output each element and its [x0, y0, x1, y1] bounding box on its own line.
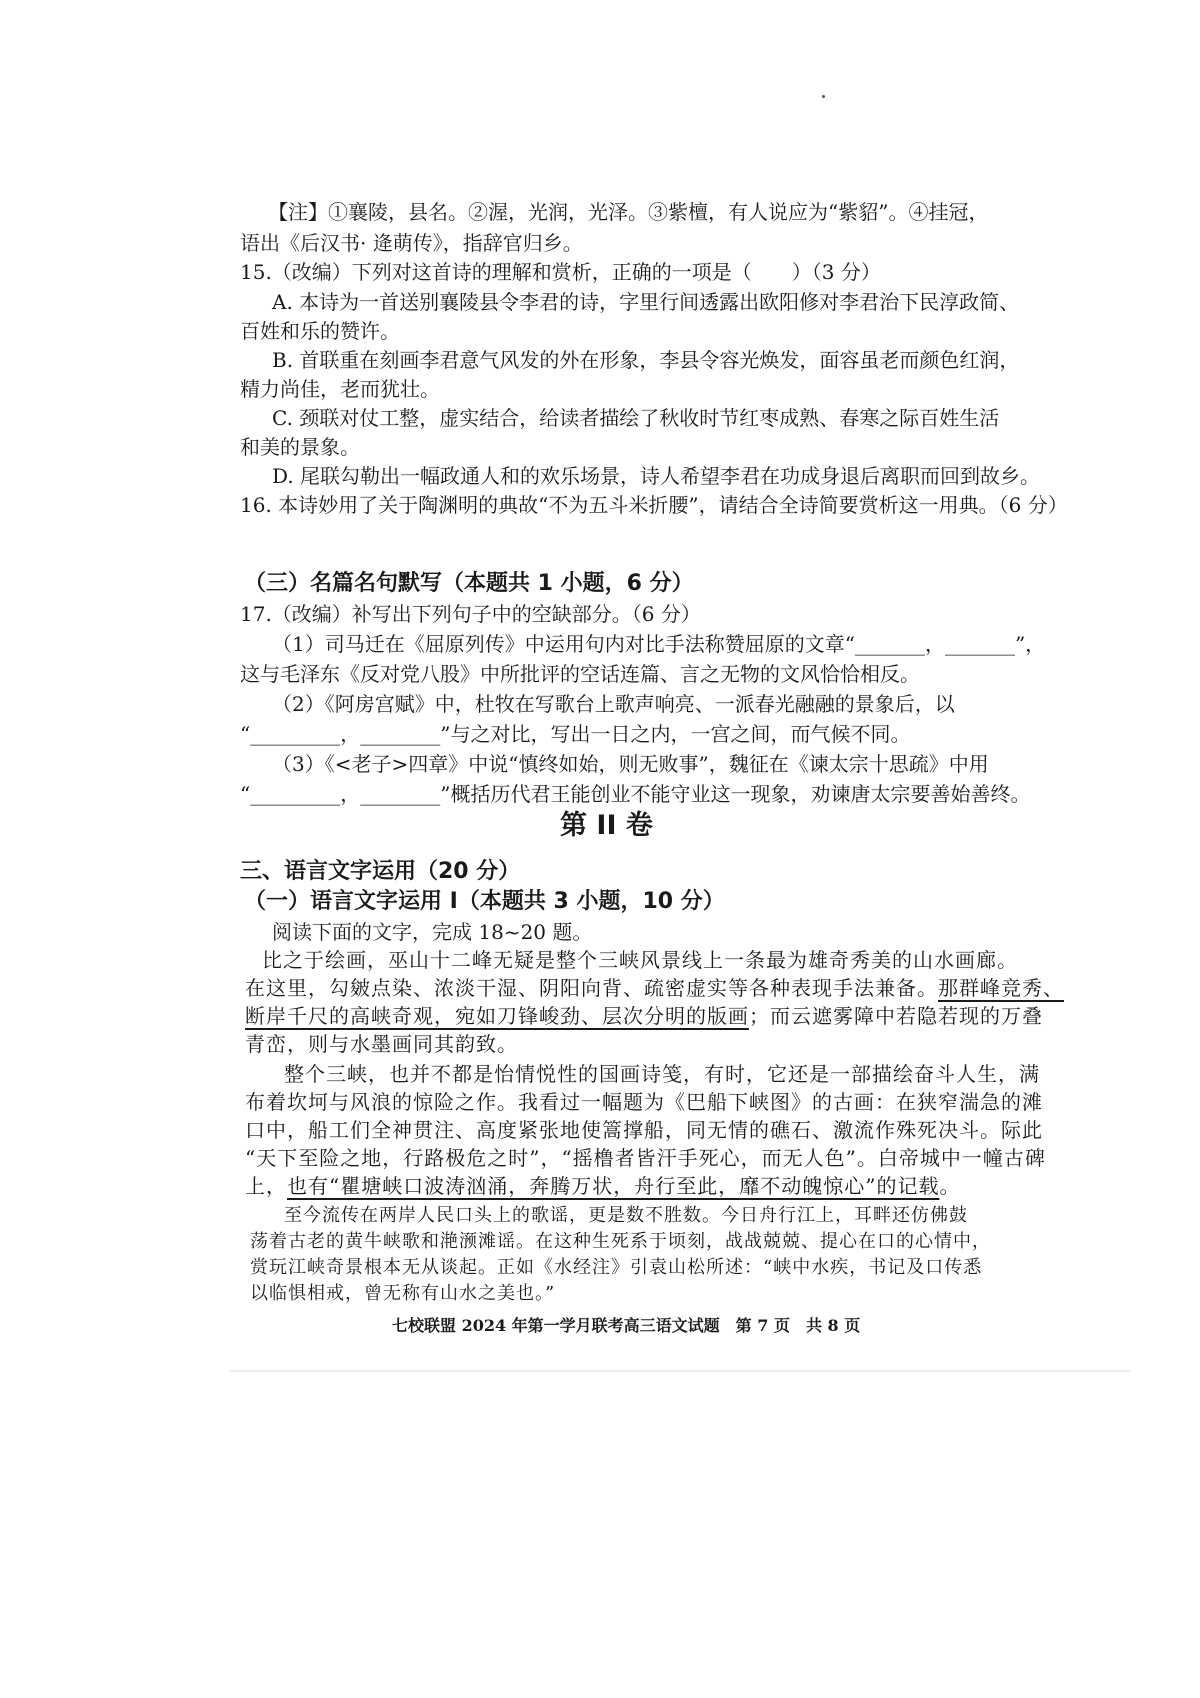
section3-title: （三）名篇名句默写（本题共 1 小题，6 分）: [244, 571, 694, 596]
scan-speck: [822, 95, 825, 98]
passage-p1-line1: 比之于绘画，巫山十二峰无疑是整个三峡风景线上一条最为雄奇秀美的山水画廊。: [262, 948, 1018, 972]
passage-p3-line1: 至今流传在两岸人民口头上的歌谣，更是数不胜数。今日舟行江上，耳畔还仿佛鼓: [284, 1205, 968, 1226]
q15-option-b-line1: B. 首联重在刻画李君意气风发的外在形象，李县令容光焕发，面容虽老而颜色红润，: [272, 348, 1020, 372]
q16-stem: 16. 本诗妙用了关于陶渊明的典故“不为五斗米折腰”，请结合全诗简要赏析这一用典。（6 分）: [240, 493, 1068, 517]
passage-p3-line4: 以临惧相戒，曾无称有山水之美也。”: [250, 1283, 556, 1304]
q17-item3-line1: （3）《<老子>四章》中说“慎终如始，则无败事”，魏征在《谏太宗十思疏》中用: [272, 752, 989, 776]
q17-item2-line1: （2）《阿房宫赋》中，杜牧在写歌台上歌声响亮、一派春光融融的景象后，以: [272, 692, 955, 716]
passage-p2-line2: 布着坎坷与风浪的惊险之作。我看过一幅题为《巴船下峡图》的古画：在狭窄湍急的滩: [245, 1090, 1043, 1114]
volume-title: 第 II 卷: [560, 810, 653, 841]
q15-option-c-line2: 和美的景象。: [240, 435, 360, 459]
q15-option-c-line1: C. 颈联对仗工整，虚实结合，给读者描绘了秋收时节红枣成熟、春寒之际百姓生活: [272, 406, 1000, 430]
passage-text: 在这里，勾皴点染、浓淡干湿、阴阳向背、疏密虚实等各种表现手法兼备。: [245, 976, 938, 1000]
q15-option-b-line2: 精力尚佳，老而犹壮。: [240, 377, 440, 401]
part3-title: 三、语言文字运用（20 分）: [240, 859, 521, 884]
underlined-text: 那群峰竞秀、: [938, 976, 1064, 1000]
q17-stem: 17.（改编）补写出下列句子中的空缺部分。（6 分）: [240, 602, 701, 626]
q15-option-d: D. 尾联勾勒出一幅政通人和的欢乐场景，诗人希望李君在功成身退后离职而回到故乡。: [272, 464, 1041, 488]
part3-subsection-title: （一）语言文字运用 I（本题共 3 小题，10 分）: [244, 889, 725, 914]
q17-item1-line1: （1）司马迁在《屈原列传》中运用句内对比手法称赞屈原的文章“_______，_______”，: [272, 632, 1046, 656]
passage-p2-line1: 整个三峡，也并不都是怡情悦性的国画诗笺，有时，它还是一部描绘奋斗人生，满: [284, 1062, 1040, 1086]
passage-p3-line2: 荡着古老的黄牛峡歌和滟滪滩谣。在这种生死系于顷刻，战战兢兢、提心在口的心情中，: [250, 1231, 991, 1252]
scan-edge-line: [230, 1370, 1130, 1372]
q15-option-a-line1: A. 本诗为一首送别襄陵县令李君的诗，字里行间透露出欧阳修对李君治下民淳政简、: [272, 290, 1020, 314]
passage-p2-line4: “天下至险之地，行路极危之时”，“摇橹者皆汗手死心，而无人色”。白帝城中一幢古碑: [245, 1146, 1046, 1170]
note-line-2: 语出《后汉书· 逄萌传》，指辞官归乡。: [240, 231, 583, 255]
q15-option-a-line2: 百姓和乐的赞许。: [240, 319, 400, 343]
note-line-1: 【注】①襄陵，县名。②渥，光润，光泽。③紫檀，有人说应为“紫貂”。④挂冠，: [268, 200, 989, 224]
passage-p1-line3: [245, 1002, 1043, 1030]
page-footer: 七校联盟 2024 年第一学月联考高三语文试题 第 7 页 共 8 页: [392, 1316, 861, 1335]
passage-p3-line3: 赏玩江峡奇景根本无从谈起。正如《水经注》引袁山松所述：“峡中水疾，书记及口传悉: [250, 1257, 983, 1278]
underlined-text: 也有“瞿塘峡口波涛汹涌，奔腾万状，舟行至此，靡不动魄惊心”的记载: [287, 1174, 940, 1198]
q17-item1-line2: 这与毛泽东《反对党八股》中所批评的空话连篇、言之无物的文风恰恰相反。: [240, 662, 920, 686]
q17-item3-line2: “_________，________”概括历代君王能创业不能守业这一现象，劝谏唐太宗要善始善终。: [240, 782, 1031, 806]
passage-text: 。: [939, 1174, 961, 1198]
passage-p1-line4: 青峦，则与水墨画同其韵致。: [245, 1032, 518, 1056]
passage-p1-line2: [245, 974, 1064, 1002]
q17-item2-line2: “_________，________”与之对比，写出一日之内，一宫之间，而气候不同。: [240, 722, 911, 746]
passage-p2-line5: [245, 1172, 960, 1200]
reading-instruction: 阅读下面的文字，完成 18~20 题。: [272, 920, 593, 944]
underlined-text: 断岸千尺的高峡奇观，宛如刀锋峻劲、层次分明的版画: [245, 1004, 749, 1028]
q15-stem: 15.（改编）下列对这首诗的理解和赏析，正确的一项是（ ）（3 分）: [240, 260, 881, 284]
passage-p2-line3: 口中，船工们全神贯注、高度紧张地使篙撑船，同无情的礁石、激流作殊死决斗。际此: [245, 1118, 1043, 1142]
passage-text: 上，: [245, 1174, 287, 1198]
passage-text: ；而云遮雾障中若隐若现的万叠: [749, 1004, 1043, 1028]
